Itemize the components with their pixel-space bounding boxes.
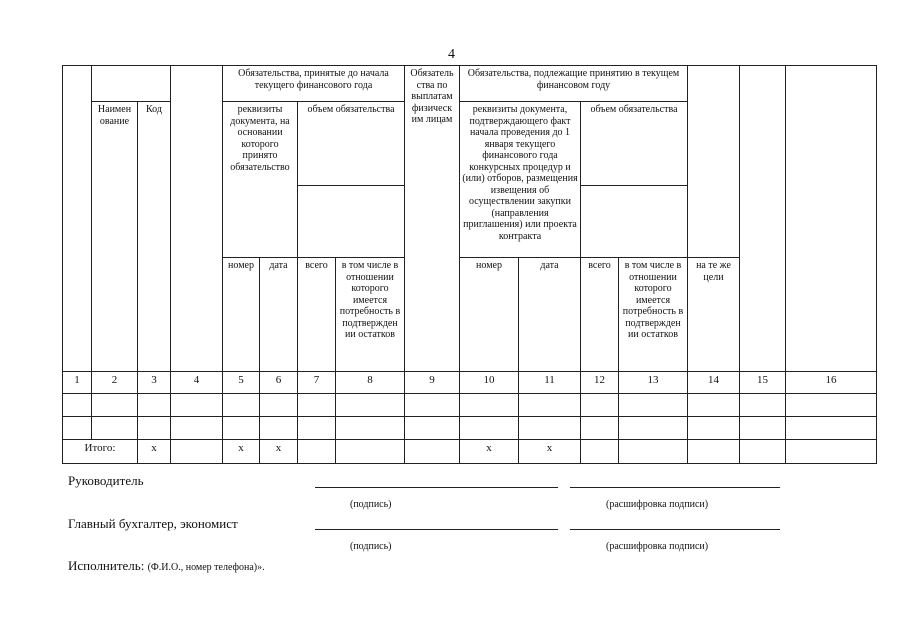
- total-cell: х: [519, 440, 581, 464]
- col-number: 15: [740, 372, 786, 394]
- current-volume-spacer: [581, 186, 688, 258]
- total-row: [63, 440, 877, 464]
- col-number: 16: [786, 372, 877, 394]
- col-number: 7: [298, 372, 336, 394]
- obligations-current-header: Обязательства, подлежащие принятию в текущем финансовом году: [460, 66, 688, 102]
- page-number: 4: [448, 47, 455, 62]
- col14-header: [688, 66, 740, 258]
- total-cell: х: [260, 440, 298, 464]
- col-number: 6: [260, 372, 298, 394]
- prior-volume-spacer: [298, 186, 405, 258]
- prior-date-header: дата: [260, 258, 298, 372]
- decryption-caption: (расшифровка подписи): [606, 541, 709, 552]
- prior-number-header: номер: [223, 258, 260, 372]
- col-number: 5: [223, 372, 260, 394]
- total-cell: х: [460, 440, 519, 464]
- chief-accountant-label: Главный бухгалтер, экономист: [68, 516, 238, 531]
- col-number: 12: [581, 372, 619, 394]
- executor-line: [68, 558, 265, 574]
- total-label: Итого:: [63, 440, 138, 464]
- head-signature-line: [315, 487, 558, 488]
- table-row: [63, 394, 877, 417]
- prior-incl-header: в том числе в отношении которого имеется потребность в подтвержден ии остатков: [336, 258, 405, 372]
- signature-caption: (подпись): [350, 499, 392, 510]
- col-number: 14: [688, 372, 740, 394]
- col-number: 9: [405, 372, 460, 394]
- chief-signature-line: [315, 529, 558, 530]
- col-number: 8: [336, 372, 405, 394]
- col4-header: [171, 66, 223, 372]
- col16-header: [786, 66, 877, 372]
- current-number-header: номер: [460, 258, 519, 372]
- decryption-caption: (расшифровка подписи): [606, 499, 709, 510]
- col-number: 3: [138, 372, 171, 394]
- col-number: 2: [92, 372, 138, 394]
- col-number: 4: [171, 372, 223, 394]
- col-number: 10: [460, 372, 519, 394]
- total-cell: х: [223, 440, 260, 464]
- head-label: Руководитель: [68, 473, 144, 488]
- prior-requisites-header: реквизиты документа, на основании которого принято обязательство: [223, 102, 298, 258]
- col-number: 13: [619, 372, 688, 394]
- name-header: Наимен ование: [92, 102, 138, 372]
- table-row: [63, 417, 877, 440]
- total-cell: х: [138, 440, 171, 464]
- payments-individuals-header: Обязатель ства по выплатам физическ им лицам: [405, 66, 460, 372]
- chief-decryption-line: [570, 529, 780, 530]
- executor-label: Исполнитель:: [68, 558, 145, 573]
- obligations-prior-header: Обязательства, принятые до начала текущего финансового года: [223, 66, 405, 102]
- same-purpose-header: на те же цели: [688, 258, 740, 372]
- column-number-row: [63, 372, 877, 394]
- col-number: 1: [63, 372, 92, 394]
- name-code-group-header: [92, 66, 171, 102]
- current-incl-header: в том числе в отношении которого имеется потребность в подтвержден ии остатков: [619, 258, 688, 372]
- col1-header: [63, 66, 92, 372]
- current-volume-header: объем обязательства: [581, 102, 688, 186]
- current-requisites-header: реквизиты документа, подтверждающего факт начала проведения до 1 января текущего финансового года конкурсных процедур и (или) отборов, размещения извещения об осуществлении закупки (направления приглашения) или проекта контракта: [460, 102, 581, 258]
- col15-header: [740, 66, 786, 372]
- obligations-table: [62, 65, 877, 464]
- executor-note: (Ф.И.О., номер телефона)».: [147, 562, 265, 573]
- col-number: 11: [519, 372, 581, 394]
- current-date-header: дата: [519, 258, 581, 372]
- signature-caption: (подпись): [350, 541, 392, 552]
- code-header: Код: [138, 102, 171, 372]
- current-total-header: всего: [581, 258, 619, 372]
- prior-volume-header: объем обязательства: [298, 102, 405, 186]
- head-decryption-line: [570, 487, 780, 488]
- prior-total-header: всего: [298, 258, 336, 372]
